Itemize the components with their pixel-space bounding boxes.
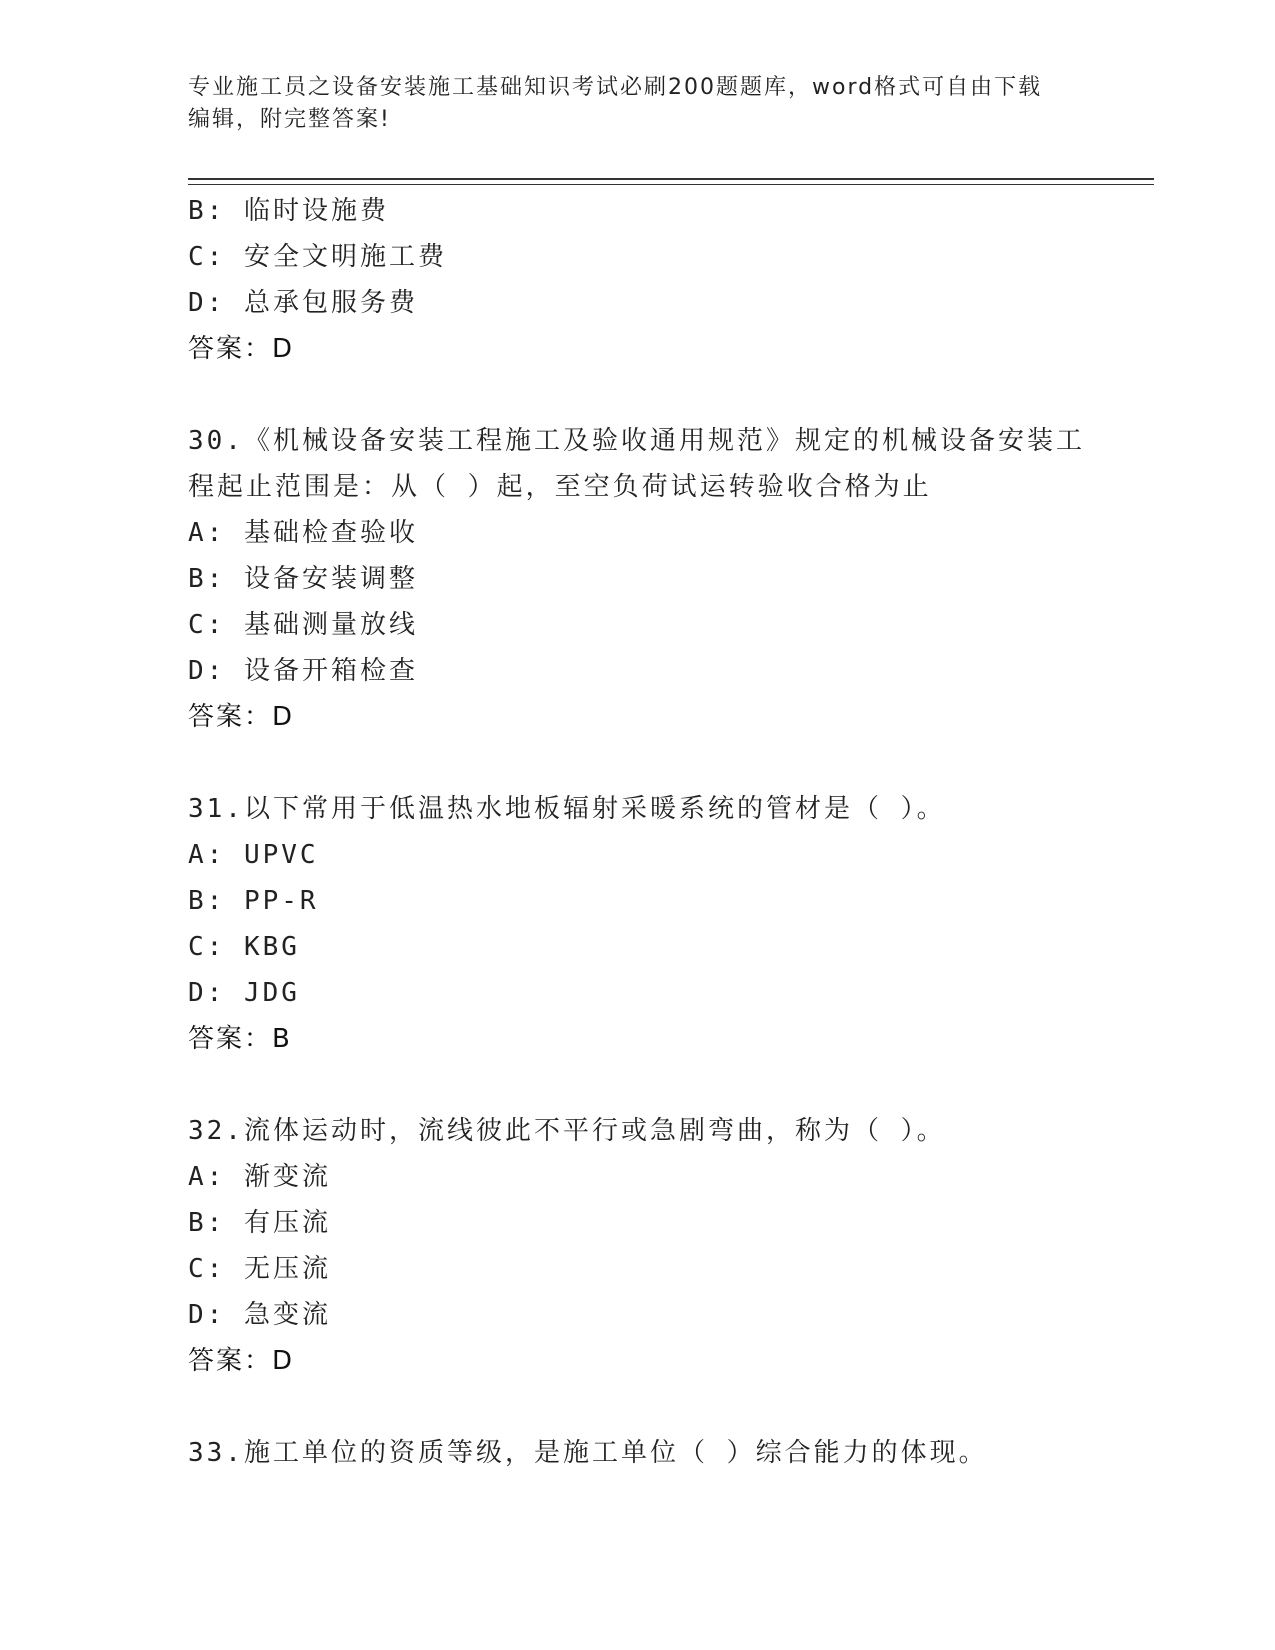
option-b: B: 设备安装调整: [188, 564, 418, 594]
spacer: [188, 740, 1154, 786]
option-d: D: 设备开箱检查: [188, 656, 418, 686]
option-b: B: PP-R: [188, 886, 319, 916]
answer-label: 答案：D: [188, 702, 295, 732]
question-31-block: [188, 786, 1154, 1062]
option-c: C: KBG: [188, 932, 300, 962]
option-a: A: 渐变流: [188, 1162, 331, 1192]
answer-label: 答案：D: [188, 1346, 295, 1376]
question-text: 32.流体运动时，流线彼此不平行或急剧弯曲，称为（ ）。: [188, 1116, 946, 1146]
option-c: C: 安全文明施工费: [188, 242, 447, 272]
question-text: 31.以下常用于低温热水地板辐射采暖系统的管材是（ ）。: [188, 794, 946, 824]
question-text-line-1: 30.《机械设备安装工程施工及验收通用规范》规定的机械设备安装工: [188, 426, 1085, 456]
option-d: D: 总承包服务费: [188, 288, 418, 318]
option-b: B: 临时设施费: [188, 196, 389, 226]
answer-label: 答案：D: [188, 334, 295, 364]
question-text-line-2: 程起止范围是：从（ ）起，至空负荷试运转验收合格为止: [188, 472, 932, 502]
question-30-block: [188, 418, 1154, 740]
option-d: D: 急变流: [188, 1300, 331, 1330]
question-33-block: [188, 1430, 1154, 1476]
spacer: [188, 372, 1154, 418]
document-header: [188, 72, 1088, 136]
option-a: A: 基础检查验收: [188, 518, 418, 548]
option-c: C: 无压流: [188, 1254, 331, 1284]
spacer: [188, 1384, 1154, 1430]
question-32-block: [188, 1108, 1154, 1384]
header-divider-thick: [188, 178, 1154, 180]
spacer: [188, 1062, 1154, 1108]
document-body: [188, 188, 1154, 1476]
question-text: 33.施工单位的资质等级，是施工单位（ ）综合能力的体现。: [188, 1438, 988, 1468]
option-a: A: UPVC: [188, 840, 319, 870]
option-d: D: JDG: [188, 978, 300, 1008]
option-b: B: 有压流: [188, 1208, 331, 1238]
option-c: C: 基础测量放线: [188, 610, 418, 640]
header-divider-thin: [188, 184, 1154, 185]
answer-label: 答案：B: [188, 1024, 292, 1054]
question-29-block: [188, 188, 1154, 372]
header-line-1: 专业施工员之设备安装施工基础知识考试必刷200题题库，word格式可自由下载: [188, 75, 1043, 100]
header-line-2: 编辑，附完整答案!: [188, 107, 391, 132]
